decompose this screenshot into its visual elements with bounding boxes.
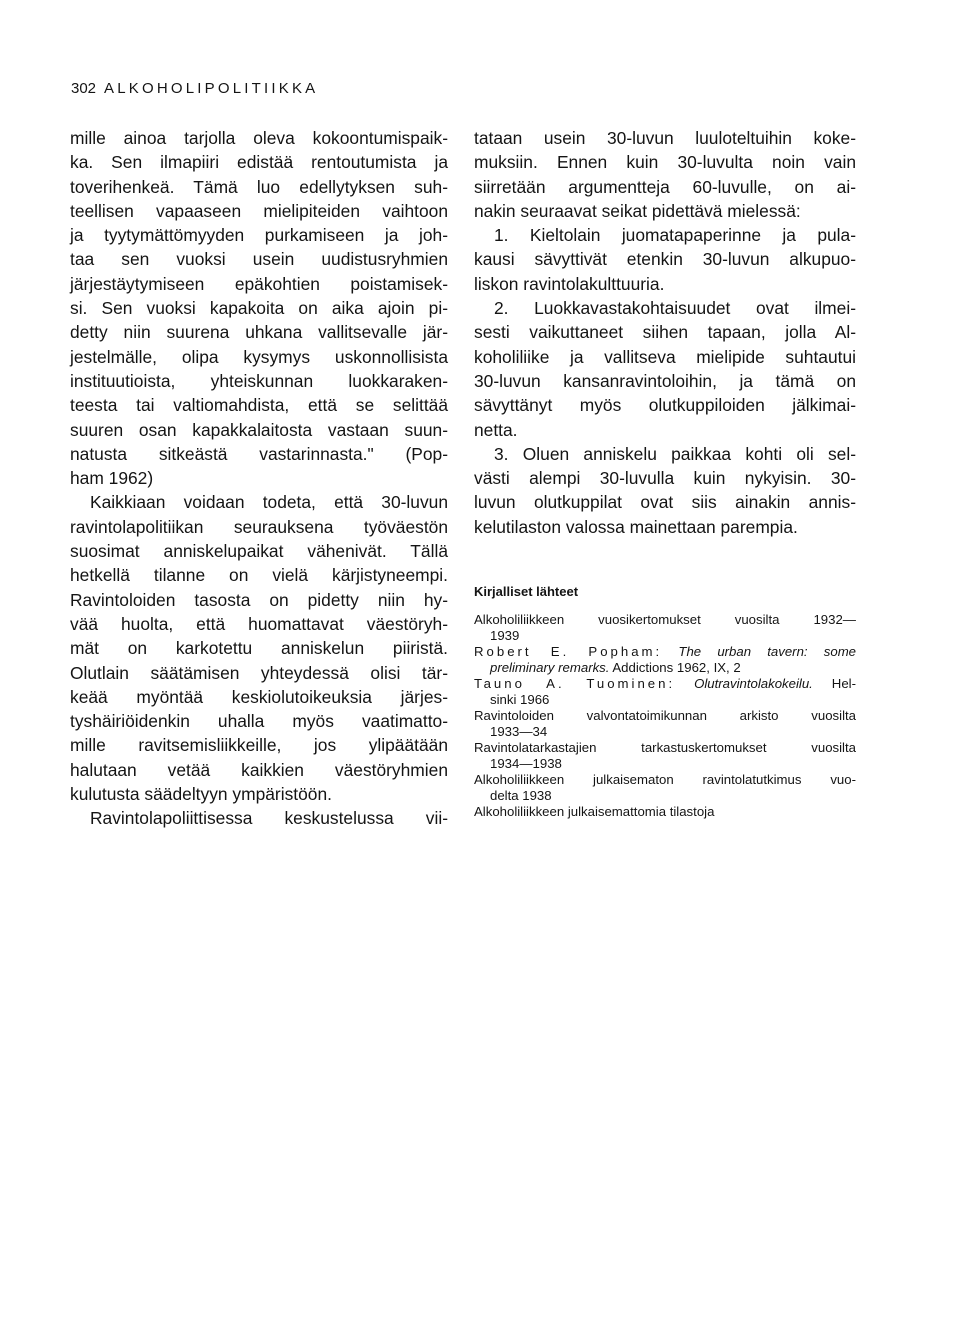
text-line: västi alempi 30-luvulla kuin nykyisin. 30- [474,468,856,489]
text-line: toverihenkeä. Tämä luo edellytyksen suh- [70,176,448,197]
reference-source: Hel- [831,676,856,691]
text-line: ka. Sen ilmapiiri edistää rentoutumista ja [70,152,448,173]
reference-line: Alkoholiliikkeen vuosikertomukset vuosilta 1932— [474,612,856,627]
reference-line: Alkoholiliikkeen julkaisemattomia tilastoja [474,804,715,819]
section-title: ALKOHOLIPOLITIIKKA [104,80,319,97]
reference-line: 1933—34 [490,724,548,739]
reference-title: preliminary remarks. [490,660,610,675]
text-line: netta. [474,419,518,440]
text-line: hetkellä tilanne on vielä kärjistyneempi. [70,565,448,586]
text-line: ja tyytymättömyyden purkamiseen ja joh- [70,225,448,246]
reference-title: The urban tavern: some [678,644,857,659]
text-line: 30-luvun kansanravintoloihin, ja tämä on [474,370,856,391]
text-line: 2. Luokkavastakohtaisuudet ovat ilmei- [494,298,856,319]
reference-author: Robert E. Popham: [474,644,663,659]
text-line: ravintolapolitiikan seurauksena työväestön [70,516,448,537]
text-line: koholiliike ja vallitseva mielipide suhtautui [474,346,856,367]
text-line: taa sen vuoksi usein uudistusryhmien [70,249,448,270]
page-number: 302 [71,80,97,97]
reference-line: 1939 [490,628,520,643]
text-line: tyshäiriöidenkin uhalla myös vaatimatto- [70,711,448,732]
text-line: Olutlain säätämisen yhteydessä olisi tär- [70,662,448,683]
reference-author: Tauno A. Tuominen: [474,676,676,691]
text-line: suuren osan kapakkalaitosta vastaan suun- [70,419,448,440]
text-line: vää huolta, että huomattavat väestöryh- [70,613,448,634]
reference-line [474,676,856,692]
reference-line [474,660,856,676]
reference-line: Ravintoloiden valvontatoimikunnan arkisto vuosilta [474,708,856,723]
text-line: detty niin suurena uhkana vallitsevalle jär- [70,322,448,343]
references-heading: Kirjalliset lähteet [474,584,579,599]
text-line: kulutusta säädeltyyn ympäristöön. [70,784,332,805]
text-line: instituutioista, yhteiskunnan luokkaraken- [70,370,448,391]
text-line: 3. Oluen anniskelu paikkaa kohti oli sel- [494,443,856,464]
text-line: nakin seuraavat seikat pidettävä mielessä: [474,200,801,221]
page-header [71,80,318,97]
text-line: liskon ravintolakulttuuria. [474,273,665,294]
text-line: Ravintoloiden tasosta on pidetty niin hy- [70,589,448,610]
text-line: teellisen vapaaseen mielipiteiden vaihtoon [70,200,448,221]
text-line: luvun olutkuppilat ovat siis ainakin annis- [474,492,856,513]
text-line: mille ravitsemisliikkeille, jos ylipäätään [70,735,448,756]
text-line: mille ainoa tarjolla oleva kokoontumispaik- [70,128,448,148]
text-line: Ravintolapoliittisessa keskustelussa vii- [90,808,448,829]
reference-line: sinki 1966 [490,692,550,707]
text-line: keää myöntää keskiolutoikeuksia järjes- [70,686,448,707]
reference-title: Olutravintolakokeilu. [694,676,813,691]
reference-line: delta 1938 [490,788,552,803]
reference-line [474,644,856,660]
right-column [474,126,856,539]
left-column [70,126,448,831]
text-line: mät on karkotettu anniskelun piiristä. [70,638,448,659]
text-line: järjestäytymiseen epäkohtien poistamisek- [70,273,448,294]
text-line: ham 1962) [70,468,154,489]
text-line: Kaikkiaan voidaan todeta, että 30-luvun [90,492,448,513]
text-line: kausi sävyttivät etenkin 30-luvun alkupuo- [474,249,856,270]
references-list [474,612,856,820]
reference-line: 1934—1938 [490,756,562,771]
text-line: teesta tai valtiomahdista, että se selittää [70,395,448,416]
text-line: suosimat anniskelupaikat vähenivät. Tällä [70,541,448,562]
text-line: si. Sen vuoksi kapakoita on aika ajoin pi- [70,298,448,319]
reference-line: Ravintolatarkastajien tarkastuskertomukset vuosilta [474,740,856,755]
reference-source: Addictions 1962, IX, 2 [612,660,741,675]
text-line: jestelmälle, olipa kysymys uskonnollisista [70,346,448,367]
reference-line: Alkoholiliikkeen julkaisematon ravintolatutkimus vuo- [474,772,856,787]
text-line: sävyttänyt myös olutkuppiloiden jälkimai- [474,395,856,416]
text-line: siirretään argumentteja 60-luvulle, on ai- [474,176,856,197]
text-line: halutaan vetää kaikkien väestöryhmien [70,759,448,780]
text-line: tataan usein 30-luvun luuloteltuihin koke- [474,128,856,148]
text-line: 1. Kieltolain juomatapaperinne ja pula- [494,225,856,246]
text-line: sesti vaikuttaneet siihen tapaan, jolla Al- [474,322,856,343]
text-line: muksiin. Ennen kuin 30-luvulta noin vain [474,152,856,173]
text-line: natusta sitkeästä vastarinnasta." (Pop- [70,443,448,464]
text-line: kelutilaston valossa mainettaan parempia. [474,516,798,537]
